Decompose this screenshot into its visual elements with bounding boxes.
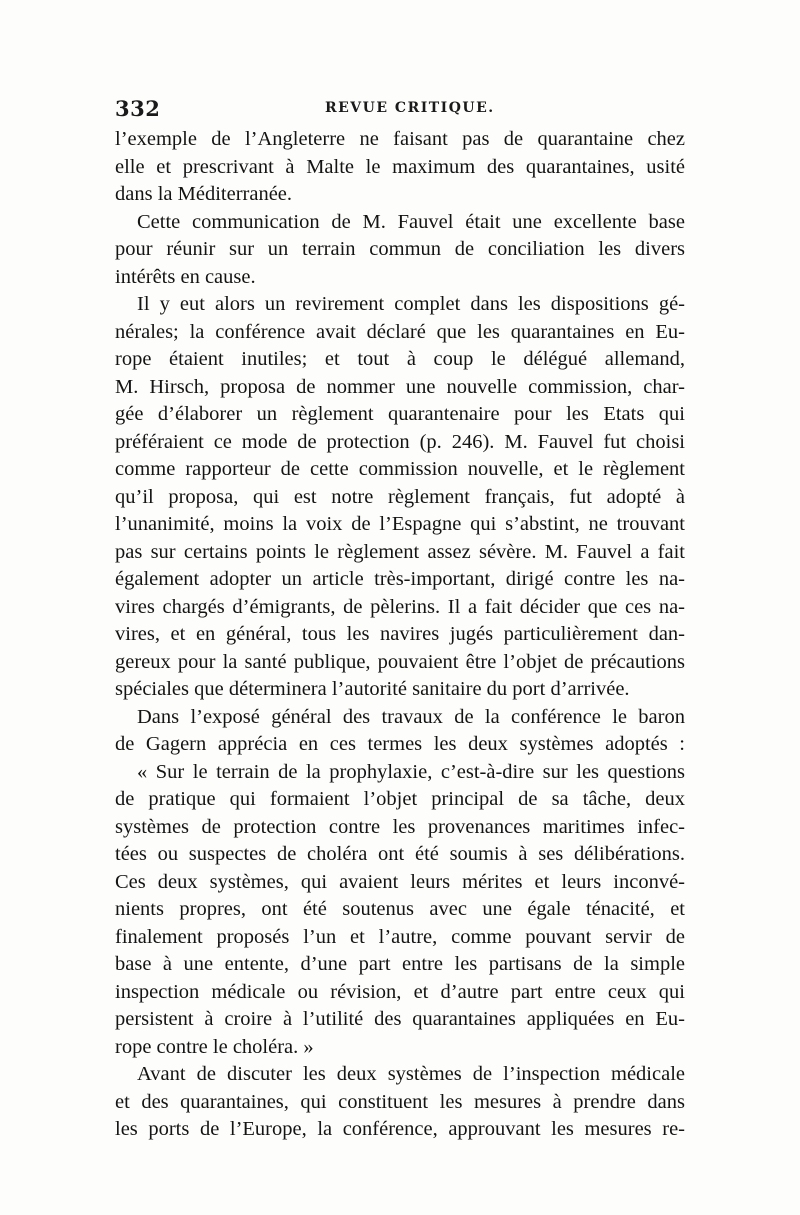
text-line: nients propres, ont été soutenus avec une égale ténacité, et xyxy=(115,898,685,920)
text-line: pas sur certains points le règlement assez sévère. M. Fauvel a fait xyxy=(115,540,685,563)
text-line: rope contre le choléra. » xyxy=(115,1035,314,1058)
text-line: Dans l’exposé général des travaux de la conférence le baron xyxy=(137,705,685,728)
text-line: vires chargés d’émigrants, de pèlerins. Il a fait décider que ces na- xyxy=(115,595,685,618)
text-line: base à une entente, d’une part entre les partisans de la simple xyxy=(115,953,685,975)
text-line: pour réunir sur un terrain commun de conciliation les divers xyxy=(115,238,685,260)
text-line: rope étaient inutiles; et tout à coup le délégué allemand, xyxy=(115,348,685,370)
text-line: nérales; la conférence avait déclaré que les quarantaines en Eu- xyxy=(115,320,685,343)
text-line: M. Hirsch, proposa de nommer une nouvelle commission, char- xyxy=(115,375,685,398)
text-line: « Sur le terrain de la prophylaxie, c’est-à-dire sur les questions xyxy=(137,760,685,783)
text-line: gereux pour la santé publique, pouvaient être l’objet de précautions xyxy=(115,650,685,673)
text-line: vires, et en général, tous les navires jugés particulièrement dan- xyxy=(115,623,685,645)
text-line: également adopter un article très-important, dirigé contre les na- xyxy=(115,568,685,590)
text-line: intérêts en cause. xyxy=(115,265,256,288)
text-line: et des quarantaines, qui constituent les mesures à prendre dans xyxy=(115,1090,685,1113)
text-line: gée d’élaborer un règlement quarantenaire pour les Etats qui xyxy=(115,403,685,425)
text-line: persistent à croire à l’utilité des quarantaines appliquées en Eu- xyxy=(115,1008,685,1030)
body-text xyxy=(115,126,685,1144)
text-line: comme rapporteur de cette commission nouvelle, et le règlement xyxy=(115,458,685,480)
text-line: Il y eut alors un revirement complet dans les dispositions gé- xyxy=(137,293,685,315)
text-line: systèmes de protection contre les provenances maritimes infec- xyxy=(115,815,685,838)
text-line: finalement proposés l’un et l’autre, comme pouvant servir de xyxy=(115,925,685,948)
page-number: 332 xyxy=(115,96,161,121)
text-line: l’unanimité, moins la voix de l’Espagne qui s’abstint, ne trouvant xyxy=(115,513,685,535)
running-head xyxy=(115,96,685,120)
text-line: tées ou suspectes de choléra ont été soumis à ses délibérations. xyxy=(115,843,685,865)
text-line: Ces deux systèmes, qui avaient leurs mérites et leurs inconvé- xyxy=(115,870,685,893)
text-line: l’exemple de l’Angleterre ne faisant pas de quarantaine chez xyxy=(115,128,685,150)
text-line: Avant de discuter les deux systèmes de l’inspection médicale xyxy=(137,1063,685,1085)
running-title: REVUE CRITIQUE. xyxy=(325,100,495,116)
text-line: spéciales que déterminera l’autorité sanitaire du port d’arrivée. xyxy=(115,678,630,700)
text-line: de Gagern apprécia en ces termes les deux systèmes adoptés : xyxy=(115,733,685,755)
text-line: inspection médicale ou révision, et d’autre part entre ceux qui xyxy=(115,980,685,1003)
text-line: les ports de l’Europe, la conférence, approuvant les mesures re- xyxy=(115,1118,685,1140)
text-line: préféraient ce mode de protection (p. 246). M. Fauvel fut choisi xyxy=(115,430,685,453)
text-line: elle et prescrivant à Malte le maximum des quarantaines, usité xyxy=(115,155,685,178)
text-line: qu’il proposa, qui est notre règlement français, fut adopté à xyxy=(115,485,685,508)
text-line: Cette communication de M. Fauvel était une excellente base xyxy=(137,210,685,233)
text-line: de pratique qui formaient l’objet principal de sa tâche, deux xyxy=(115,788,685,810)
text-line: dans la Méditerranée. xyxy=(115,183,293,205)
